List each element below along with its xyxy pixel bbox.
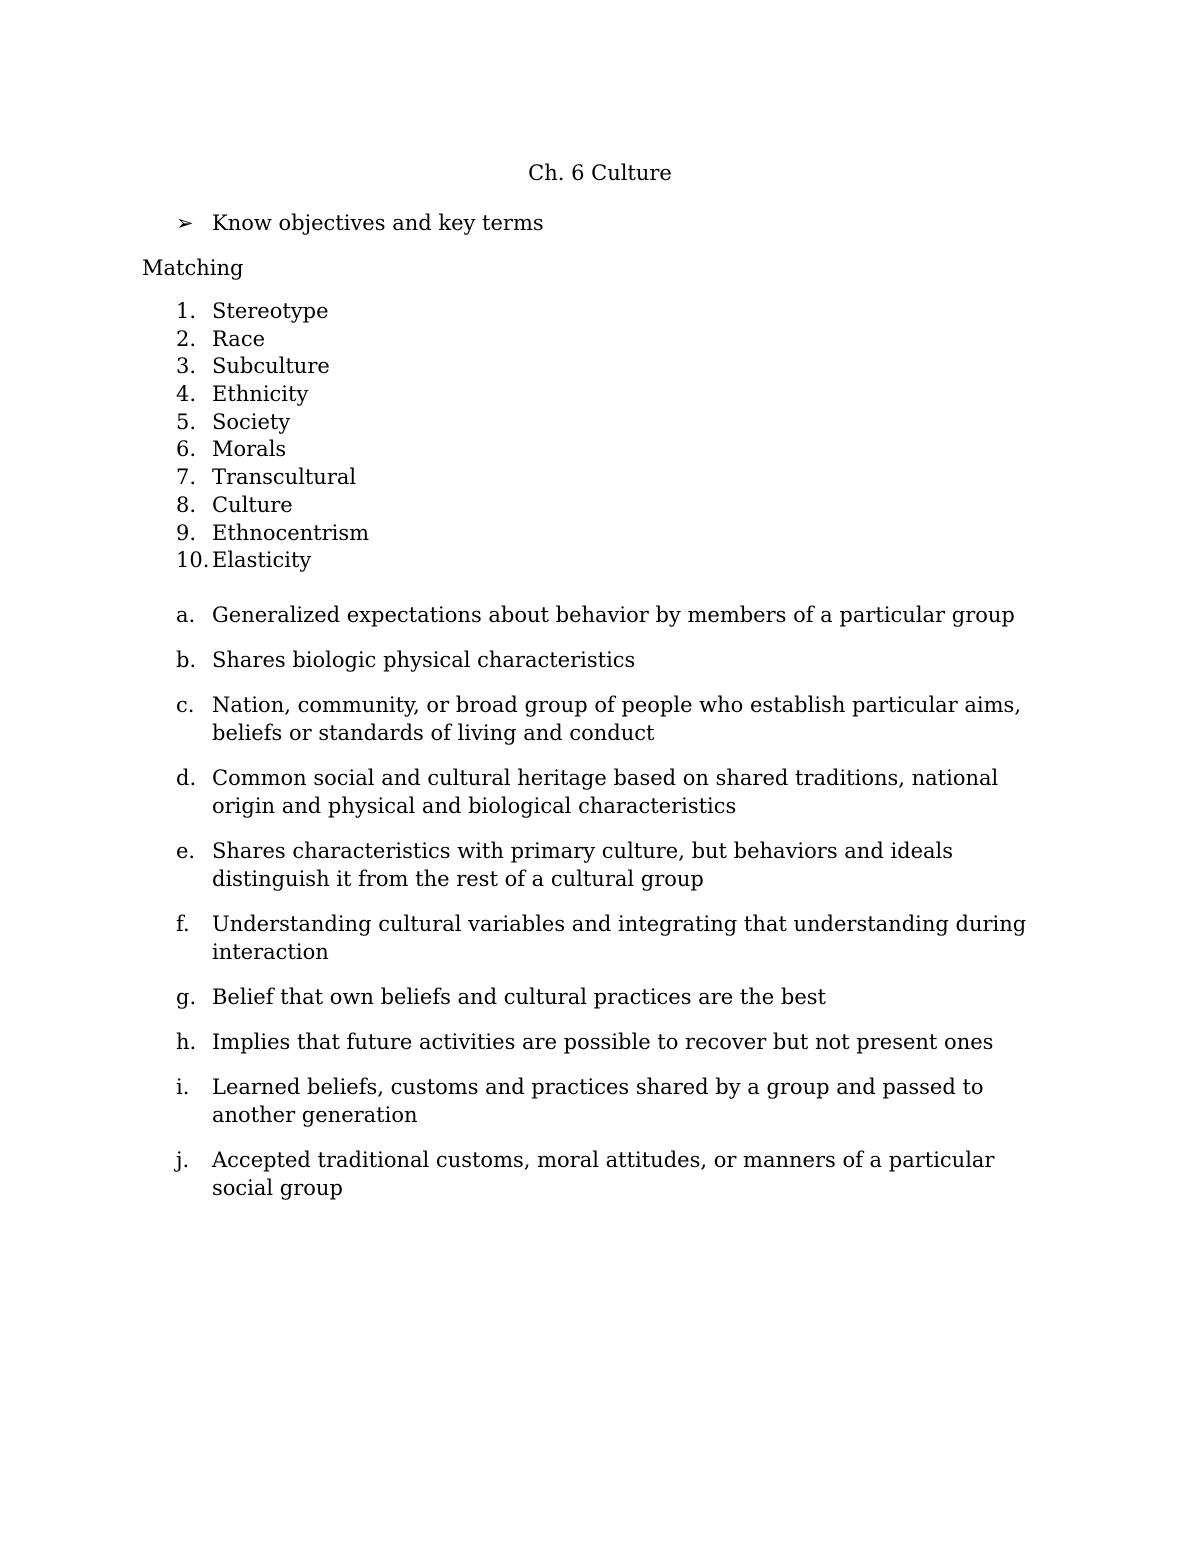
term-text: Morals	[212, 437, 287, 462]
term-item	[0, 520, 1200, 548]
definition-item	[0, 837, 1200, 893]
term-text: Subculture	[212, 354, 330, 379]
definition-item	[0, 601, 1200, 629]
definitions-list	[0, 601, 1200, 1219]
term-number: 7.	[176, 465, 197, 490]
definition-letter: c.	[176, 693, 195, 717]
definition-letter: b.	[176, 648, 197, 672]
term-number: 10.	[176, 548, 210, 573]
arrow-bullet-icon: ➢	[176, 211, 194, 235]
term-number: 4.	[176, 382, 197, 407]
page-title: Ch. 6 Culture	[528, 161, 672, 185]
term-text: Transcultural	[212, 465, 357, 490]
definition-item	[0, 691, 1200, 747]
term-item	[0, 409, 1200, 437]
definition-text: Accepted traditional customs, moral attitudes, or manners of a particular social group	[212, 1148, 995, 1200]
definition-item	[0, 1073, 1200, 1129]
section-heading-matching: Matching	[142, 256, 244, 280]
term-number: 8.	[176, 492, 197, 517]
term-item	[0, 492, 1200, 520]
definition-item	[0, 764, 1200, 820]
terms-list	[0, 298, 1200, 575]
term-number: 9.	[176, 520, 197, 545]
term-text: Race	[212, 326, 266, 351]
term-number: 1.	[176, 299, 197, 323]
definition-text: Belief that own beliefs and cultural practices are the best	[212, 985, 826, 1009]
definition-letter: i.	[176, 1075, 190, 1099]
term-text: Ethnicity	[212, 382, 309, 407]
term-text: Stereotype	[212, 299, 329, 323]
definition-letter: g.	[176, 985, 197, 1009]
definition-letter: h.	[176, 1030, 197, 1054]
definition-text: Learned beliefs, customs and practices shared by a group and passed to another generation	[212, 1075, 984, 1127]
bullet-item	[176, 208, 544, 238]
definition-letter: a.	[176, 603, 196, 627]
term-item	[0, 464, 1200, 492]
definition-text: Shares characteristics with primary culture, but behaviors and ideals distinguish it from the rest of a cultural group	[212, 839, 954, 891]
term-text: Elasticity	[212, 548, 312, 573]
definition-letter: d.	[176, 766, 197, 790]
definition-item	[0, 646, 1200, 674]
term-item	[0, 547, 1200, 575]
definition-item	[0, 910, 1200, 966]
definition-text: Generalized expectations about behavior by members of a particular group	[212, 603, 1015, 627]
term-item	[0, 381, 1200, 409]
term-text: Culture	[212, 492, 293, 517]
term-number: 5.	[176, 409, 197, 434]
definition-text: Understanding cultural variables and integrating that understanding during interaction	[212, 912, 1027, 964]
definition-item	[0, 1028, 1200, 1056]
term-text: Society	[212, 409, 291, 434]
definition-text: Nation, community, or broad group of people who establish particular aims, beliefs or standards of living and conduct	[212, 693, 1022, 745]
bullet-text: Know objectives and key terms	[212, 211, 544, 235]
definition-letter: j.	[176, 1148, 190, 1172]
definition-text: Implies that future activities are possible to recover but not present ones	[212, 1030, 994, 1054]
term-number: 6.	[176, 437, 197, 462]
term-text: Ethnocentrism	[212, 520, 370, 545]
definition-item	[0, 1146, 1200, 1202]
term-number: 3.	[176, 354, 197, 379]
term-item	[0, 326, 1200, 354]
term-item	[0, 353, 1200, 381]
definition-item	[0, 983, 1200, 1011]
definition-letter: f.	[176, 912, 190, 936]
definition-text: Common social and cultural heritage based on shared traditions, national origin and physical and biological characteristics	[212, 766, 999, 818]
term-item	[0, 436, 1200, 464]
definition-letter: e.	[176, 839, 196, 863]
term-number: 2.	[176, 326, 197, 351]
term-item	[0, 298, 1200, 326]
definition-text: Shares biologic physical characteristics	[212, 648, 636, 672]
